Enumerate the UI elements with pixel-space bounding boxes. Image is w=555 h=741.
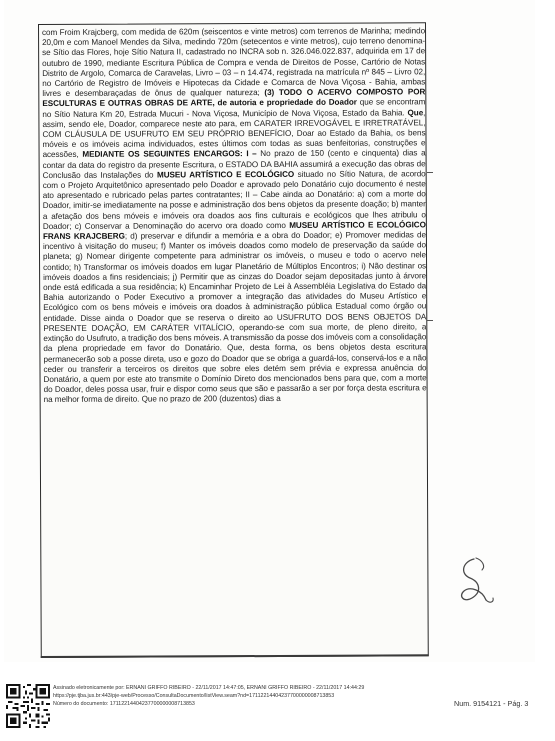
bold-text-run: (3) TODO O ACERVO COMPOSTO POR ESCULTURAS E OUTRAS OBRAS DE ARTE, de autoria e propriedade do Doador <box>42 87 426 109</box>
bold-text-run: MEDIANTE OS SEGUINTES ENCARGOS: I – <box>82 149 257 160</box>
document-body <box>42 26 427 405</box>
text-run: No prazo de 150 (cento e cinquenta) dias a contar da data do registro da presente Escritura, o ESTADO DA BAHIA assumirá a execução das obras de Conclusão das Instalações do <box>42 148 426 180</box>
page-number: Num. 9154121 - Pág. 3 <box>454 699 529 708</box>
text-run: situado no Sítio Natura, de acordo com o Projeto Arquitetônico apresentado pelo Doador e aprovado pelo Donatário cujo documento é neste ato apresentado e rubricado pelas partes contratantes; II – Cabe ainda ao Donatário: a) com a morte do Doador, imitir-se imediatamente na posse e administração dos bens objetos da presente doação; b) manter a afetação dos bens móveis e imóveis ora doados aos fins culturais e ecológicos que lhes atribulu o Doador; c) Conservar a Denominação do acervo ora doado como <box>42 169 426 231</box>
text-run: , assim, sendo ele, Doador, comparece neste ato para, em CARATER IRREVOGÁVEL E IRRETRATÁVEL, COM CLÁUSULA DE USUFRUTO EM SEU PRÓPRIO BENEFÍCIO, Doar ao Estado da Bahia, os bens móveis e os imóveis acima individuados, estes últimos com todas as suas benfeitorias, construções e acessões, <box>42 107 426 160</box>
margin-tick <box>427 320 433 321</box>
bold-text-run: MUSEU ARTÍSTICO E ECOLÓGICO <box>156 169 295 180</box>
scanned-page <box>4 0 535 662</box>
text-run: que se encontram no Sítio Natura Km 20, Estrada Mucuri - Nova Viçosa, Município de Nova Viçosa, Estado da Bahia. <box>42 97 426 119</box>
document-number: Número do documento: 17112214404237700000008713853 <box>53 701 195 707</box>
bold-text-run: MUSEU ARTÍSTICO E ECOLÓGICO FRANS KRAJCBERG <box>42 220 426 242</box>
text-run: ; d) preservar e difundir a memória e a obra do Doador; e) Promover medidas de incentivo à visitação do museu; f) Manter os imóveis doados como modelo de preservação da saúde do planeta; g) Nomear dirigente competente para administrar os imóveis, o museu e todo o acervo nele contido; h) Transformar os imóveis doados em lugar Planetário de Múltiplos Encontros; i) Não destinar os imóveis doados a fins residenciais; j) Permitir que as cinzas do Doador sejam depositadas junto à árvore onde está edificada a sua residência; k) Encaminhar Projeto de Lei à Assembléia Legislativa do Estado da Bahia autorizando o Poder Executivo a promover a integração das atividades do Museu Artístico e Ecológico com os bens móveis e imóveis ora doados à administração pública Estadual como órgão ou entidade. Disse ainda o Doador que se reserva o direito ao USUFRUTO DOS BENS OBJETOS DA PRESENTE DOAÇÃO, EM CARÁTER VITALÍCIO, operando-se com sua morte, de pleno direito, a extinção do Usufruto, a tradição dos bens móveis. A transmissão da posse dos imóveis com a consolidação da plena propriedade em favor do Donatário. Que, desta forma, os bens objetos desta escritura permanecerão sob a posse direta, uso e gozo do Doador que se obriga a guardá-los, conservá-los e a não ceder ou transferir a terceiros os direitos que sobre eles detém sem prévia e expressa anuência do Donatário, a quem por este ato transmite o Domínio Direto dos mencionados bens para que, com a morte do Doador, deles possa usar, fruir e dispor como seus que são e passarão a ser por força desta escritura e na melhor forma de direito. Que no prazo de 200 (duzentos) dias a <box>42 230 427 405</box>
signature-footer <box>0 684 555 741</box>
qr-code-icon <box>6 684 50 728</box>
bold-text-run: Que <box>407 107 424 118</box>
frame-bottom-rule <box>41 654 429 658</box>
signature-info <box>53 684 453 708</box>
document-url-link[interactable]: https://pje.tjba.jus.br:443/pje-web/Processo/ConsultaDocumento/listView.seam?nd=17112214404237700000008713853 <box>53 693 335 699</box>
body-paragraph <box>42 26 427 405</box>
text-run: com Froim Krajcberg, com medida de 620m (seiscentos e vinte metros) com terrenos de Marinha; medindo 20,0m e com Manoel Mendes da Silva, medindo 720m (setecentos e vinte metros), cujo terreno denomina-se Sítio das Flores, hoje Sítio Natura II, cadastrado no INCRA sob n. 326.046.022.837, adquirida em 17 de outubro de 1990, mediante Escritura Pública de Compra e venda de Direitos de Posse, Cartório de Notas Distrito de Argolo, Comarca de Caravelas, Livro – 03 – n 14.474, registrada na matrícula nº 845 – Livro 02, no Cartório de Registro de Imóveis e Hipotecas da Cidade e Comarca de Nova Viçosa - Bahia, ambas livres e desembaraçadas de ônus de qualquer natureza; <box>42 26 426 99</box>
margin-tick <box>427 172 433 173</box>
signature-line: Assinado eletronicamente por: ERNANI GRIFFO RIBEIRO - 22/11/2017 14:47:05, ERNANI GRIFFO RIBEIRO - 22/11/2017 14:44:29 <box>53 685 365 691</box>
document-frame <box>38 22 429 658</box>
handwritten-initial-mark <box>452 556 498 608</box>
